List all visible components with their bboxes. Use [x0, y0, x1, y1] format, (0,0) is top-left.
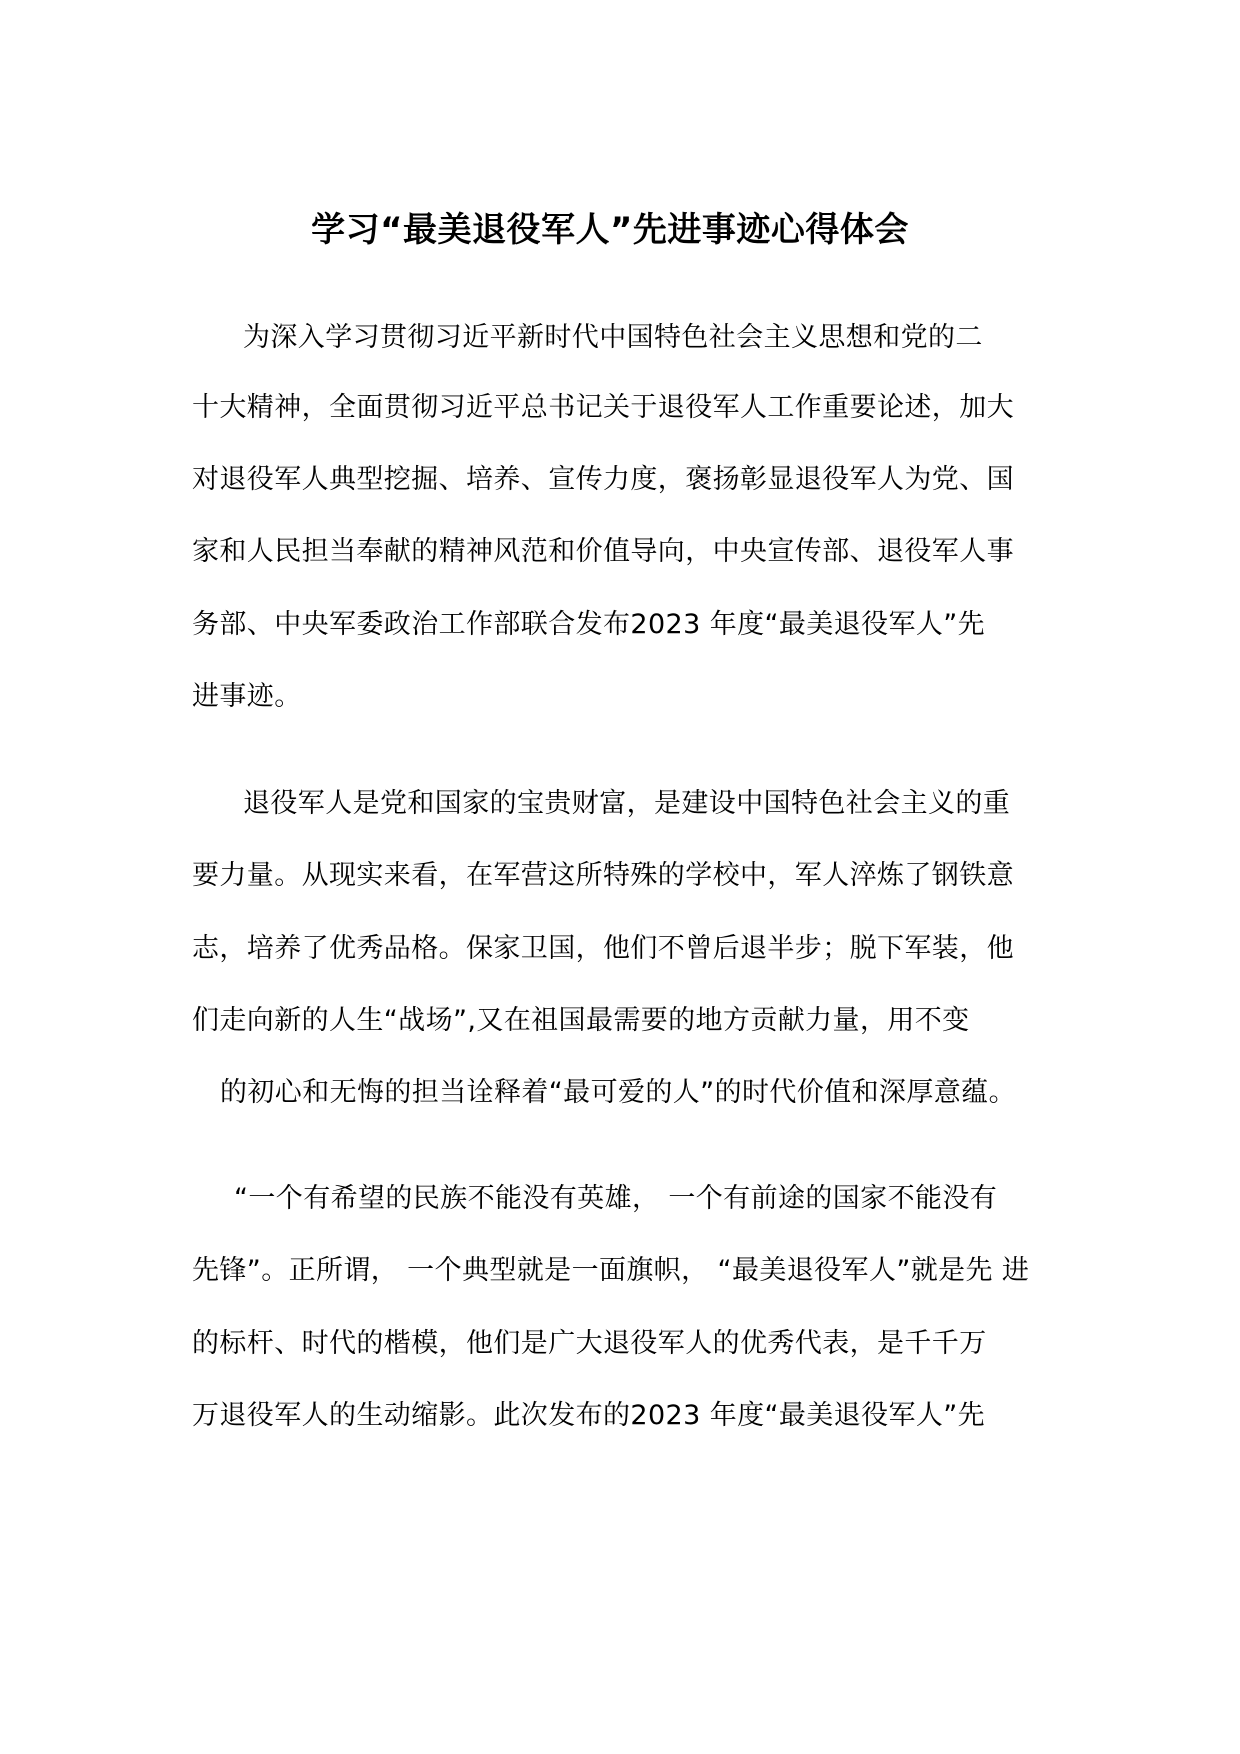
paragraph-2-line-4: 们走向新的人生“战场”,又在祖国最需要的地方贡献力量，用不变	[192, 1005, 970, 1036]
paragraph-1-line-5: 务部、中央军委政治工作部联合发布2023 年度“最美退役军人”先	[192, 609, 986, 640]
paragraph-2-line-3: 志，培养了优秀品格。保家卫国，他们不曾后退半步；脱下军装，他	[192, 933, 1014, 964]
paragraph-2-line-2: 要力量。从现实来看，在军营这所特殊的学校中，军人淬炼了钢铁意	[192, 860, 1014, 891]
paragraph-3-line-3: 的标杆、时代的楷模，他们是广大退役军人的优秀代表，是千千万	[192, 1328, 987, 1359]
paragraph-2-line-1: 退役军人是党和国家的宝贵财富，是建设中国特色社会主义的重	[243, 788, 1011, 819]
paragraph-1-line-1: 为深入学习贯彻习近平新时代中国特色社会主义思想和党的二	[243, 322, 983, 353]
paragraph-3-line-4: 万退役军人的生动缩影。此次发布的2023 年度“最美退役军人”先	[192, 1400, 986, 1431]
paragraph-2-line-5: 的初心和无悔的担当诠释着“最可爱的人”的时代价值和深厚意蕴。	[220, 1077, 1016, 1108]
document-title: 学习“最美退役军人”先进事迹心得体会	[311, 210, 909, 250]
paragraph-1-line-6: 进事迹。	[192, 681, 302, 712]
paragraph-1-line-4: 家和人民担当奉献的精神风范和价值导向，中央宣传部、退役军人事	[192, 536, 1014, 567]
paragraph-3-line-1: “一个有希望的民族不能没有英雄， 一个有前途的国家不能没有	[234, 1183, 998, 1214]
paragraph-1-line-2: 十大精神，全面贯彻习近平总书记关于退役军人工作重要论述，加大	[192, 392, 1014, 423]
paragraph-3-line-2: 先锋”。正所谓， 一个典型就是一面旗帜， “最美退役军人”就是先 进	[192, 1255, 1030, 1286]
paragraph-1-line-3: 对退役军人典型挖掘、培养、宣传力度，褒扬彰显退役军人为党、国	[192, 464, 1014, 495]
